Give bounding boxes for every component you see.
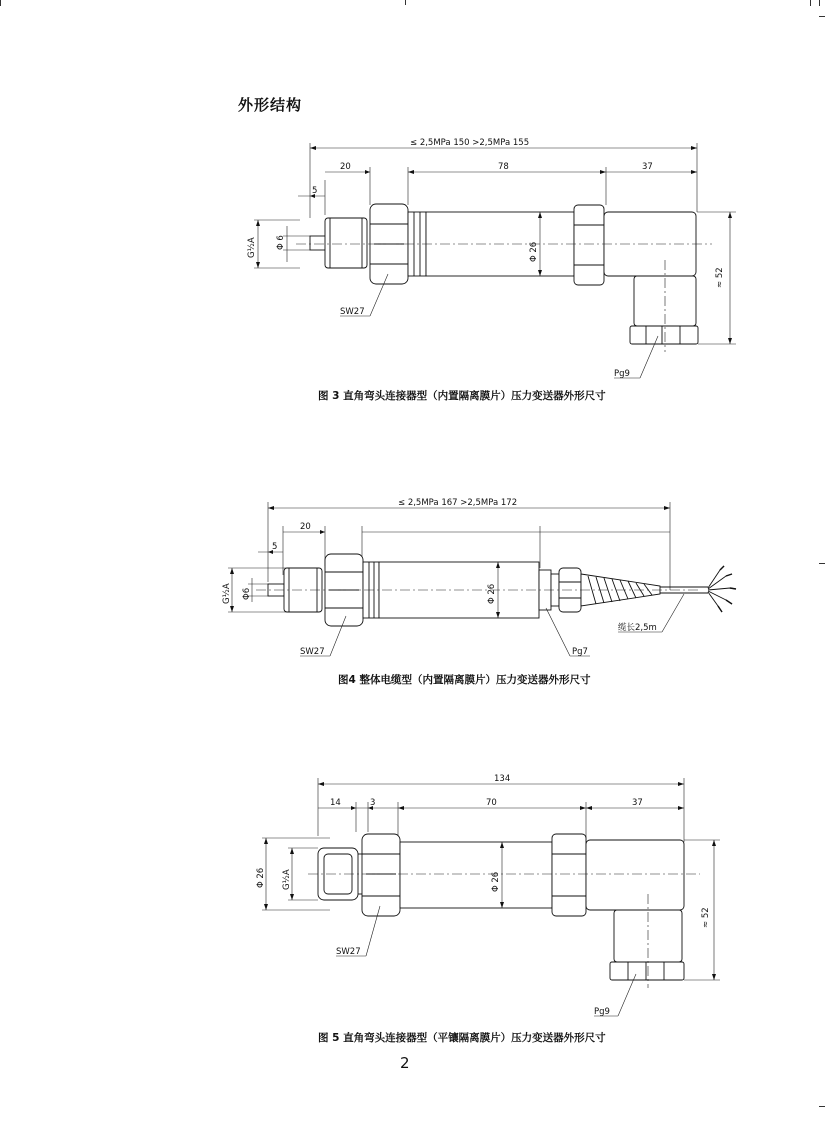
fig5-dim-70: 70 (486, 798, 497, 808)
fig3-total-dim: ≤ 2,5MPa 150 >2,5MPa 155 (410, 138, 530, 148)
fig3-phi26: Φ 26 (529, 241, 539, 262)
fig4-phi26: Φ 26 (487, 583, 497, 604)
figure-3-drawing (0, 0, 826, 380)
page-number: 2 (400, 1054, 410, 1072)
fig4-pg-label: Pg7 (572, 647, 588, 657)
figure-3-caption: 图 3 直角弯头连接器型（内置隔离膜片）压力变送器外形尺寸 (318, 390, 606, 402)
crop-mark (819, 1106, 825, 1107)
fig5-dim-14: 14 (330, 798, 341, 808)
figure-5-drawing (0, 770, 826, 1020)
fig3-phi6: Φ 6 (276, 235, 286, 250)
fig3-dim-78: 78 (498, 162, 509, 172)
fig3-sw-label: SW27 (340, 307, 365, 317)
fig5-dim-3: 3 (370, 798, 376, 808)
fig3-dim-52: ≈ 52 (715, 267, 725, 288)
fig4-dim-20: 20 (300, 522, 311, 532)
fig4-cable-label: 缆长2,5m (618, 623, 657, 633)
fig3-thread: G½A (247, 237, 257, 258)
fig3-pg-label: Pg9 (614, 369, 630, 379)
fig5-pg-label: Pg9 (594, 1007, 610, 1017)
fig4-phi6: Φ6 (242, 587, 252, 600)
fig5-total-dim: 134 (494, 774, 511, 784)
figure-5-caption: 图 5 直角弯头连接器型（平镶隔离膜片）压力变送器外形尺寸 (318, 1032, 606, 1044)
fig5-dim-37: 37 (632, 798, 643, 808)
fig3-dim-37: 37 (642, 162, 653, 172)
fig5-phi26: Φ 26 (491, 871, 501, 892)
fig5-dim-52: ≈ 52 (701, 907, 711, 928)
fig5-sw-label: SW27 (336, 947, 361, 957)
fig4-total-dim: ≤ 2,5MPa 167 >2,5MPa 172 (398, 498, 518, 508)
figure-4-drawing (0, 490, 826, 670)
fig3-dim-20: 20 (340, 162, 351, 172)
fig4-sw-label: SW27 (300, 647, 325, 657)
fig5-phi26-left: Φ 26 (256, 867, 266, 888)
fig3-dim-5: 5 (312, 186, 318, 196)
section-heading: 外形结构 (238, 96, 303, 114)
fig4-dim-5: 5 (272, 542, 278, 552)
fig4-thread: G½A (222, 583, 232, 604)
figure-4-caption: 图4 整体电缆型（内置隔离膜片）压力变送器外形尺寸 (338, 674, 591, 686)
fig5-thread: G½A (282, 869, 292, 890)
